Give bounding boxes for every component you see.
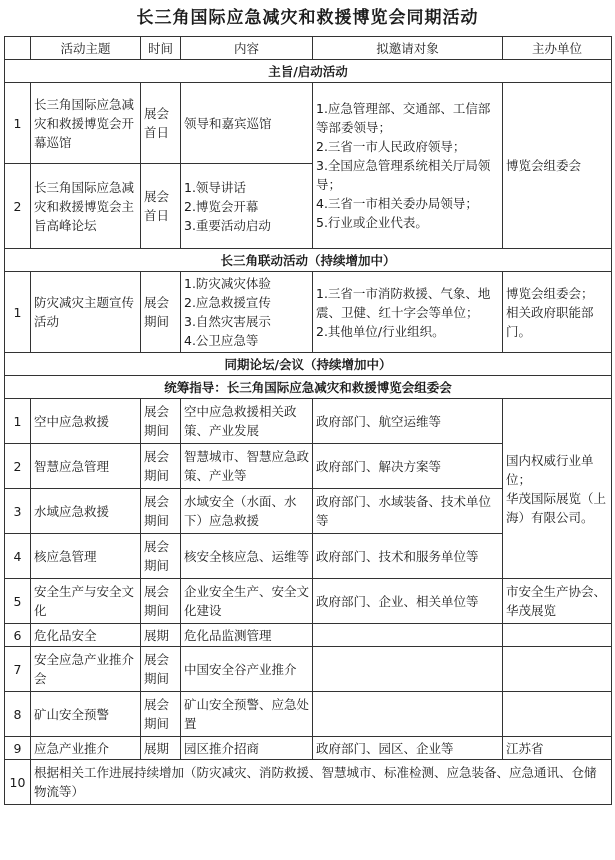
host-line: 博览会组委会； <box>506 285 594 301</box>
row-time: 展期 <box>141 737 181 760</box>
content-line: 1.领导讲话 <box>184 179 246 195</box>
invite-line: 3.全国应急管理系统相关厅局领导； <box>316 158 491 192</box>
row-note: 根据相关工作进展持续增加（防灾减灾、消防救援、智慧城市、标准检测、应急装备、应急通讯、仓储物流等） <box>31 760 612 805</box>
host-line: 华茂国际展览（上海）有限公司。 <box>506 490 607 525</box>
row-content: 矿山安全预警、应急处置 <box>181 692 313 737</box>
page-title: 长三角国际应急减灾和救援博览会同期活动 <box>136 8 479 28</box>
host-line: 相关政府职能部门。 <box>506 304 594 339</box>
row-content: 核安全核应急、运维等 <box>181 534 313 579</box>
activities-table <box>4 36 612 805</box>
section-row <box>5 60 612 83</box>
row-host: 市安全生产协会、华茂展览 <box>503 579 612 624</box>
section-row <box>5 249 612 272</box>
row-invite <box>313 272 503 353</box>
content-line: 领导和嘉宾巡馆 <box>184 115 272 131</box>
row-theme: 水域应急救援 <box>31 489 141 534</box>
section-title-linkage: 长三角联动活动（持续增加中） <box>5 249 612 272</box>
invite-line: 2.三省一市人民政府领导； <box>316 139 466 154</box>
row-no: 1 <box>5 83 31 164</box>
row-host <box>503 692 612 737</box>
header-invite: 拟邀请对象 <box>313 37 503 60</box>
invite-line: 4.三省一市相关委办局领导； <box>316 196 478 211</box>
row-host <box>503 272 612 353</box>
table-row <box>5 692 612 737</box>
row-time: 展会期间 <box>141 692 181 737</box>
row-theme: 防灾减灾主题宣传活动 <box>31 272 141 353</box>
invite-line: 1.应急管理部、交通部、工信部等部委领导； <box>316 101 491 135</box>
row-no: 3 <box>5 489 31 534</box>
row-invite: 政府部门、航空运维等 <box>313 399 503 444</box>
header-no <box>5 37 31 60</box>
invite-line: 1.三省一市消防救援、气象、地震、卫健、红十字会等单位； <box>316 285 491 320</box>
header-content: 内容 <box>181 37 313 60</box>
invite-line: 5.行业或企业代表。 <box>316 215 428 230</box>
section-row <box>5 353 612 376</box>
row-time: 展会期间 <box>141 489 181 534</box>
row-no: 6 <box>5 624 31 647</box>
row-invite: 政府部门、企业、相关单位等 <box>313 579 503 624</box>
row-no: 9 <box>5 737 31 760</box>
row-content <box>181 83 313 164</box>
row-no: 1 <box>5 399 31 444</box>
section-guidance: 统筹指导：长三角国际应急减灾和救援博览会组委会 <box>5 376 612 399</box>
row-theme: 智慧应急管理 <box>31 444 141 489</box>
row-time: 展会首日 <box>141 164 181 249</box>
row-invite: 政府部门、技术和服务单位等 <box>313 534 503 579</box>
content-line: 2.博览会开幕 <box>184 198 259 214</box>
row-no: 2 <box>5 164 31 249</box>
row-time: 展期 <box>141 624 181 647</box>
row-invite: 政府部门、水域装备、技术单位等 <box>313 489 503 534</box>
content-line: 3.重要活动启动 <box>184 217 271 233</box>
row-time: 展会期间 <box>141 444 181 489</box>
row-theme: 核应急管理 <box>31 534 141 579</box>
content-line: 2.应急救援宣传 <box>184 295 271 310</box>
section-title-forums: 同期论坛/会议（持续增加中） <box>5 353 612 376</box>
row-content: 空中应急救援相关政策、产业发展 <box>181 399 313 444</box>
row-time: 展会首日 <box>141 83 181 164</box>
row-invite: 政府部门、园区、企业等 <box>313 737 503 760</box>
row-no: 1 <box>5 272 31 353</box>
row-no: 10 <box>5 760 31 805</box>
row-content: 中国安全谷产业推介 <box>181 647 313 692</box>
row-theme: 应急产业推介 <box>31 737 141 760</box>
section-title-keynote: 主旨/启动活动 <box>5 60 612 83</box>
row-theme: 安全生产与安全文化 <box>31 579 141 624</box>
header-time: 时间 <box>141 37 181 60</box>
row-content: 园区推介招商 <box>181 737 313 760</box>
row-invite: 政府部门、解决方案等 <box>313 444 503 489</box>
section-row <box>5 376 612 399</box>
row-content: 危化品监测管理 <box>181 624 313 647</box>
row-content: 企业安全生产、安全文化建设 <box>181 579 313 624</box>
row-theme: 矿山安全预警 <box>31 692 141 737</box>
row-time: 展会期间 <box>141 534 181 579</box>
row-time: 展会期间 <box>141 579 181 624</box>
row-theme: 空中应急救援 <box>31 399 141 444</box>
row-theme: 长三角国际应急减灾和救援博览会开幕巡馆 <box>31 83 141 164</box>
table-row <box>5 737 612 760</box>
row-host: 博览会组委会 <box>503 83 612 249</box>
row-host <box>503 624 612 647</box>
table-row <box>5 647 612 692</box>
row-no: 5 <box>5 579 31 624</box>
row-time: 展会期间 <box>141 647 181 692</box>
table-row <box>5 272 612 353</box>
row-host <box>503 399 612 579</box>
row-no: 7 <box>5 647 31 692</box>
row-host <box>503 647 612 692</box>
row-content: 水域安全（水面、水下）应急救援 <box>181 489 313 534</box>
table-row <box>5 760 612 805</box>
row-invite <box>313 692 503 737</box>
row-time: 展会期间 <box>141 399 181 444</box>
table-row <box>5 399 612 444</box>
content-line: 3.自然灾害展示 <box>184 314 271 329</box>
row-invite <box>313 624 503 647</box>
invite-line: 2.其他单位/行业组织。 <box>316 323 445 339</box>
row-content: 智慧城市、智慧应急政策、产业等 <box>181 444 313 489</box>
row-invite <box>313 647 503 692</box>
table-row <box>5 579 612 624</box>
host-line: 国内权威行业单位； <box>506 452 594 487</box>
content-line: 1.防灾减灾体验 <box>184 276 271 291</box>
row-time: 展会期间 <box>141 272 181 353</box>
row-content <box>181 164 313 249</box>
row-no: 2 <box>5 444 31 489</box>
table-header-row <box>5 37 612 60</box>
row-theme: 危化品安全 <box>31 624 141 647</box>
content-line: 4.公卫应急等 <box>184 333 259 348</box>
row-invite <box>313 83 503 249</box>
row-theme: 长三角国际应急减灾和救援博览会主旨高峰论坛 <box>31 164 141 249</box>
row-host: 江苏省 <box>503 737 612 760</box>
row-content <box>181 272 313 353</box>
header-theme: 活动主题 <box>31 37 141 60</box>
row-theme: 安全应急产业推介会 <box>31 647 141 692</box>
table-row <box>5 83 612 164</box>
table-row <box>5 624 612 647</box>
row-no: 8 <box>5 692 31 737</box>
row-no: 4 <box>5 534 31 579</box>
header-host: 主办单位 <box>503 37 612 60</box>
